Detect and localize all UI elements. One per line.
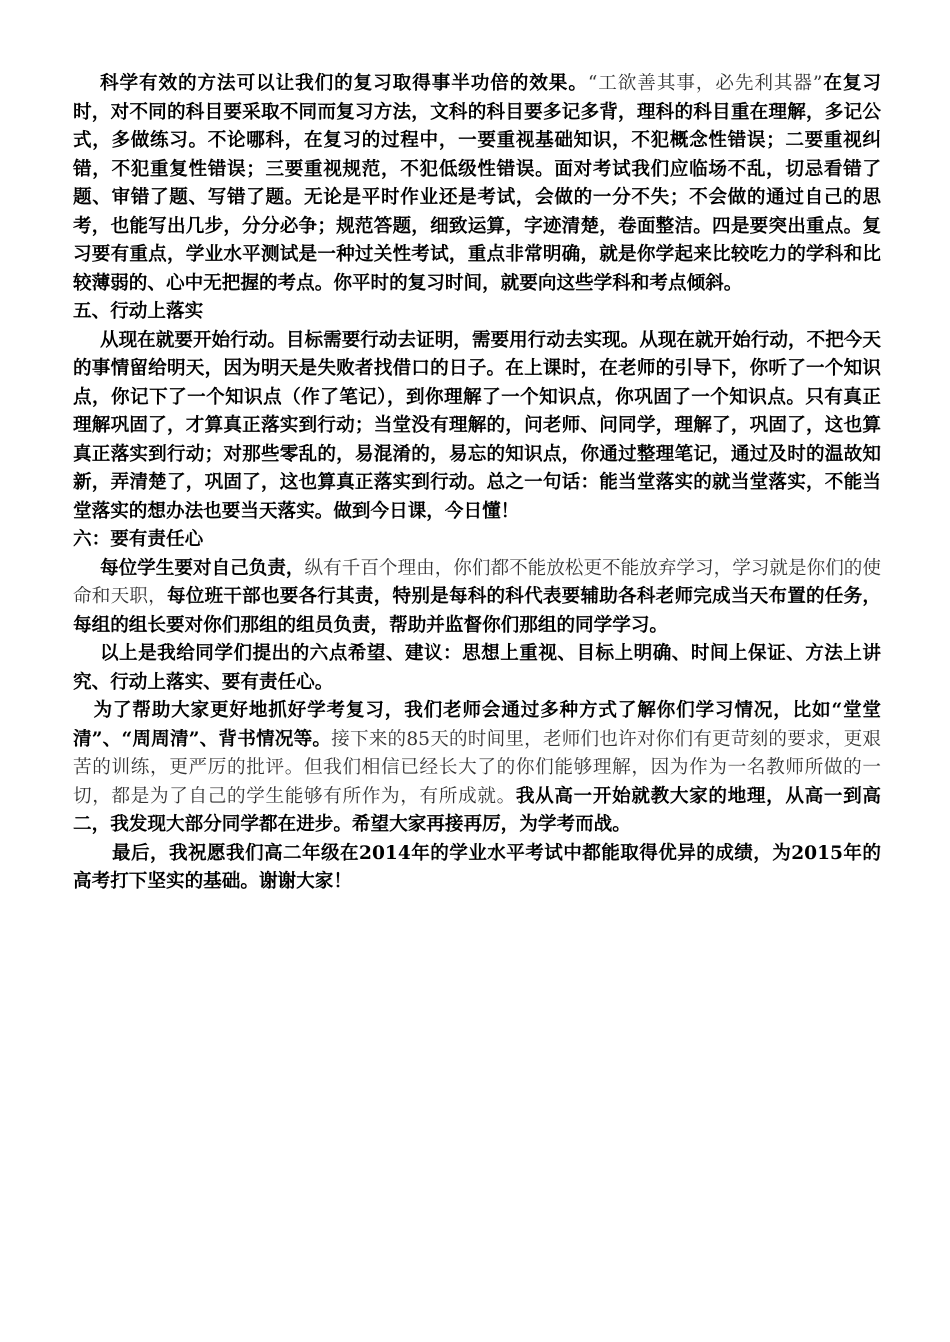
responsibility-body-text: 每位班干部也要各行其责，特别是每科的科代表要辅助各科老师完成当天布置的任务，每组的组长要对你们那组的组员负责，帮助并监督你们那组的同学学习。 <box>73 586 881 636</box>
responsibility-intro-text: 每位学生要对自己负责， <box>99 557 305 579</box>
paragraph-responsibility <box>73 555 881 641</box>
heading-section-six: 六：要有责任心 <box>73 529 204 550</box>
help-closing-text: 我从高一开始就教大家的地理，从高一到高二，我发现大部分同学都在进步。希望大家再接再厉，为学考而战。 <box>73 785 881 835</box>
methods-quote-text: “工欲善其事，必先利其器” <box>587 73 823 94</box>
methods-body-text: 在复习时，对不同的科目要采取不同而复习方法，文科的科目要多记多背，理科的科目重在理解，多记公式，多做练习。不论哪科，在复习的过程中，一要重视基础知识，不犯概念性错误；二要重视纠错，不犯重复性错误；三要重视规范，不犯低级性错误。面对考试我们应临场不乱，切忌看错了题、审错了题、写错了题。无论是平时作业还是考试，会做的一分不失；不会做的通过自己的思考，也能写出几步，分分必争；规范答题，细致运算，字迹清楚，卷面整洁。四是要突出重点。复习要有重点，学业水平测试是一种过关性考试，重点非常明确，就是你学起来比较吃力的学科和比较薄弱的、心中无把握的考点。你平时的复习时间，就要向这些学科和考点倾斜。 <box>73 73 881 294</box>
paragraph-review-methods <box>73 70 881 298</box>
document-page <box>73 70 881 897</box>
paragraph-summary: 以上是我给同学们提出的六点希望、建议：思想上重视、目标上明确、时间上保证、方法上讲究、行动上落实、要有责任心。 <box>73 643 881 693</box>
methods-intro-text: 科学有效的方法可以让我们的复习取得事半功倍的效果。 <box>99 73 588 94</box>
help-intro-text: 为了帮助大家更好地抓好学考复习，我们老师会通过多种方式了解你们学习情况，比如“堂堂清”、“周周清”、背书情况等。 <box>73 700 881 750</box>
heading-section-five: 五、行动上落实 <box>73 301 204 322</box>
responsibility-middle-text: 纵有千百个理由，你们都不能放松更不能放弃学习，学习就是你们的使命和天职， <box>73 557 881 607</box>
paragraph-teacher-help <box>73 697 881 840</box>
help-middle-text: 接下来的85天的时间里，老师们也许对你们有更苛刻的要求，更艰苦的训练，更严厉的批评。但我们相信已经长大了的你们能够理解，因为作为一名教师所做的一切，都是为了自己的学生能够有所作为，有所成就。 <box>73 728 881 807</box>
paragraph-closing: 最后，我祝愿我们高二年级在2014年的学业水平考试中都能取得优异的成绩，为2015年的高考打下坚实的基础。谢谢大家！ <box>73 842 881 892</box>
paragraph-action: 从现在就要开始行动。目标需要行动去证明，需要用行动去实现。从现在就开始行动，不把今天的事情留给明天，因为明天是失败者找借口的日子。在上课时，在老师的引导下，你听了一个知识点，你记下了一个知识点（作了笔记），到你理解了一个知识点，你巩固了一个知识点。只有真正理解巩固了，才算真正落实到行动；当堂没有理解的，问老师、问同学，理解了，巩固了，这也算真正落实到行动；对那些零乱的，易混淆的，易忘的知识点，你通过整理笔记，通过及时的温故知新，弄清楚了，巩固了，这也算真正落实到行动。总之一句话：能当堂落实的就当堂落实，不能当堂落实的想办法也要当天落实。做到今日课，今日懂！ <box>73 329 881 522</box>
